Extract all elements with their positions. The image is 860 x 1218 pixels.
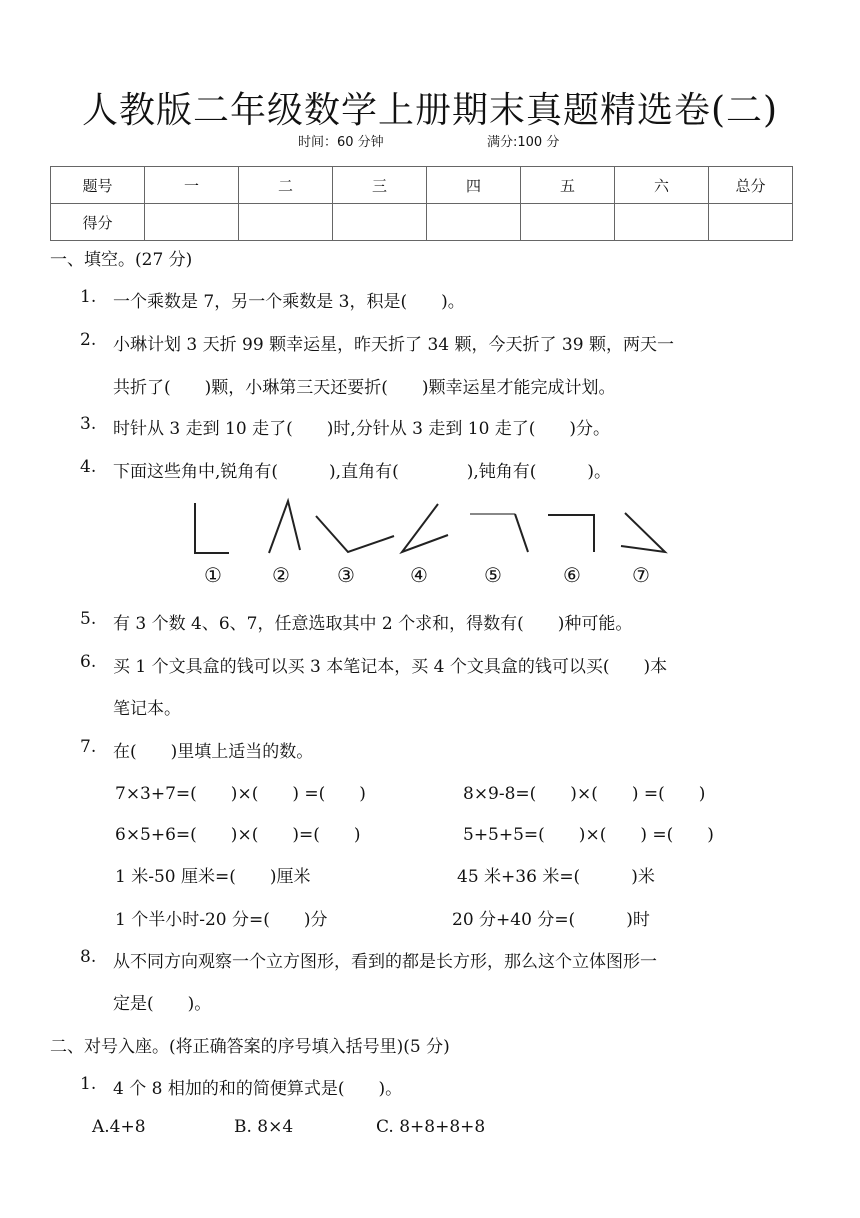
header-cell: 题号: [51, 167, 145, 204]
angle-4-acute: [402, 504, 448, 552]
header-cell: 二: [239, 167, 333, 204]
angle-label-2: ②: [272, 563, 290, 587]
q5-number: 5.: [80, 609, 97, 629]
row-label: 得分: [51, 204, 145, 241]
q1-number: 1.: [80, 287, 97, 307]
q7-row3-left: 1 米-50 厘米=( )厘米: [115, 867, 311, 887]
angle-figures: [180, 495, 680, 557]
q7-row1-right: 8×9-8=( )×( ) =( ): [463, 784, 706, 804]
q2-line-1: 小琳计划 3 天折 99 颗幸运星，昨天折了 34 颗，今天折了 39 颗，两天一: [113, 335, 674, 355]
q7-row2-left: 6×5+6=( )×( )=( ): [115, 825, 361, 845]
angle-1-right: [195, 503, 229, 553]
q2-number: 2.: [80, 330, 97, 350]
header-cell: 六: [615, 167, 709, 204]
option-a: A.4+8: [92, 1117, 146, 1137]
score-table-score-row: [51, 204, 793, 241]
header-cell: 五: [521, 167, 615, 204]
time-label: 时间：60 分钟: [298, 135, 384, 150]
q7-text: 在( )里填上适当的数。: [113, 742, 314, 762]
angle-label-5: ⑤: [484, 563, 502, 587]
q6-line-1: 买 1 个文具盒的钱可以买 3 本笔记本，买 4 个文具盒的钱可以买( )本: [113, 657, 668, 677]
s2-q1-text: 4 个 8 相加的和的简便算式是( )。: [113, 1079, 403, 1099]
q7-row2-right: 5+5+5=( )×( ) =( ): [463, 825, 714, 845]
page-title: 人教版二年级数学上册期末真题精选卷(二): [81, 90, 779, 131]
header-cell: 三: [333, 167, 427, 204]
option-b: B. 8×4: [234, 1117, 294, 1137]
header-cell: 总分: [709, 167, 793, 204]
angle-7-acute: [621, 513, 665, 552]
q7-row4-left: 1 个半小时-20 分=( )分: [115, 910, 328, 930]
angle-label-1: ①: [204, 563, 222, 587]
q5-text: 有 3 个数 4、6、7，任意选取其中 2 个求和，得数有( )种可能。: [113, 614, 633, 634]
score-table-header-row: [51, 167, 793, 204]
score-cell[interactable]: [521, 204, 615, 241]
score-cell[interactable]: [145, 204, 239, 241]
full-score-label: 满分:100 分: [487, 135, 560, 150]
score-cell[interactable]: [239, 204, 333, 241]
q7-row4-right: 20 分+40 分=( )时: [452, 910, 650, 930]
q6-line-2: 笔记本。: [113, 699, 181, 719]
q4-number: 4.: [80, 457, 97, 477]
q8-line-2: 定是( )。: [113, 994, 212, 1014]
score-cell[interactable]: [709, 204, 793, 241]
q3-text: 时针从 3 走到 10 走了( )时,分针从 3 走到 10 走了( )分。: [113, 419, 611, 439]
q6-number: 6.: [80, 652, 97, 672]
score-table: [50, 166, 793, 241]
q8-line-1: 从不同方向观察一个立方图形，看到的都是长方形，那么这个立体图形一: [113, 952, 657, 972]
angle-label-3: ③: [337, 563, 355, 587]
q3-number: 3.: [80, 414, 97, 434]
q1-text: 一个乘数是 7，另一个乘数是 3，积是( )。: [113, 292, 465, 312]
angle-label-7: ⑦: [632, 563, 650, 587]
s2-q1-number: 1.: [80, 1074, 97, 1094]
header-cell: 一: [145, 167, 239, 204]
angle-5-obtuse-side: [515, 514, 528, 552]
angle-2-acute: [269, 501, 300, 553]
option-c: C. 8+8+8+8: [376, 1117, 486, 1137]
score-cell[interactable]: [615, 204, 709, 241]
angle-6-right: [548, 515, 594, 552]
section-2-heading: 二、对号入座。(将正确答案的序号填入括号里)(5 分): [50, 1037, 450, 1057]
q7-number: 7.: [80, 737, 97, 757]
q4-text: 下面这些角中,锐角有( ),直角有( ),钝角有( )。: [113, 462, 612, 482]
q2-line-2: 共折了( )颗，小琳第三天还要折( )颗幸运星才能完成计划。: [113, 378, 616, 398]
angle-label-6: ⑥: [563, 563, 581, 587]
score-cell[interactable]: [333, 204, 427, 241]
header-cell: 四: [427, 167, 521, 204]
angle-3-obtuse: [316, 516, 394, 552]
score-cell[interactable]: [427, 204, 521, 241]
angle-label-4: ④: [410, 563, 428, 587]
section-1-heading: 一、填空。(27 分): [50, 250, 193, 270]
q7-row3-right: 45 米+36 米=( )米: [457, 867, 655, 887]
q7-row1-left: 7×3+7=( )×( ) =( ): [115, 784, 366, 804]
q8-number: 8.: [80, 947, 97, 967]
